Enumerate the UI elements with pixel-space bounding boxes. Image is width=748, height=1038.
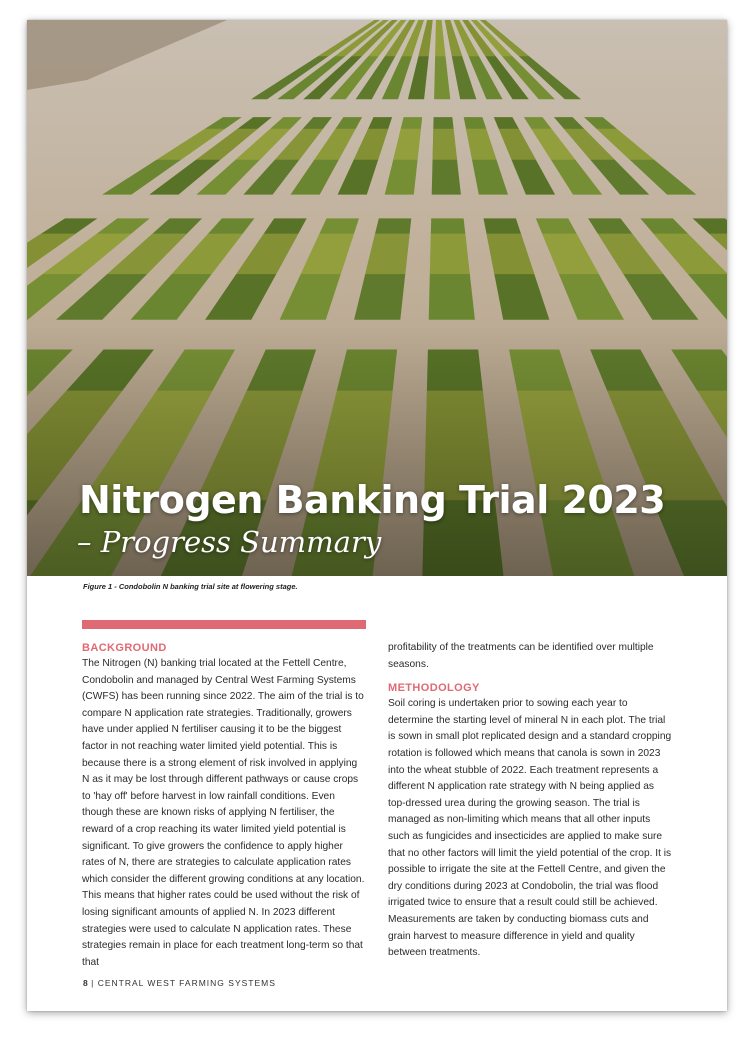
background-paragraph-continued: profitability of the treatments can be identified over multiple seasons. <box>388 642 654 670</box>
methodology-paragraph: Soil coring is undertaken prior to sowing each year to determine the starting level of mineral N in each plot. The trial is sown in small plot replicated design and a standard cropping rotation is followed which means that canola is sown in 2023 into the wheat stubble of 2022. Each treatment represents a different N application rate strategy with N being applied as top-dressed urea during the growing season. The trial is managed as non-limiting which means that all other inputs such as fungicides and insecticides are applied to make sure that no other factors will limit the yield potential of the crop. It is possible to irrigate the site at the Fettell Centre, and given the dry conditions during 2023 at Condobolin, the trial was flood irrigated twice to ensure that a result could still be achieved. Measurements are taken by conducting biomass cuts and grain harvest to measure difference in yield and quality between treatments. <box>388 698 672 959</box>
methodology-heading: METHODOLOGY <box>388 682 480 695</box>
page-number: 8 <box>83 978 88 988</box>
left-column <box>82 640 366 971</box>
background-heading: BACKGROUND <box>82 642 167 654</box>
figure-caption: Figure 1 - Condobolin N banking trial site at flowering stage. <box>83 582 298 591</box>
right-column <box>388 640 672 962</box>
background-paragraph: The Nitrogen (N) banking trial located at the Fettell Centre, Condobolin and managed by Central West Farming Systems (CWFS) has been running since 2022. The aim of the trial is to compare N application rate strategies. Traditionally, growers have under applied N fertiliser causing it to be the biggest factor in not reaching water limited yield potential. This is because there is a strong element of risk involved in applying N as it may be lost through different pathways or cause crops to 'hay off' before harvest in low rainfall conditions. Even though these are known risks of applying N fertiliser, the reward of a crop reaching its water limited yield potential is significant. To give growers the confidence to apply higher rates of N, there are strategies to calculate application rates which consider the different growing conditions at any location. This means that higher rates could be used without the risk of losing significant amounts of applied N. In 2023 different strategies were used to calculate N application rates. These strategies remain in place for each treatment long-term so that that <box>82 658 365 968</box>
page-footer <box>83 978 276 988</box>
hero-photo <box>27 20 727 576</box>
document-page <box>27 20 727 1011</box>
page-title: Nitrogen Banking Trial 2023 <box>79 478 666 522</box>
publication-name: CENTRAL WEST FARMING SYSTEMS <box>97 978 276 988</box>
page-subtitle: – Progress Summary <box>77 525 382 559</box>
footer-separator: | <box>91 978 95 988</box>
accent-rule <box>82 620 366 629</box>
